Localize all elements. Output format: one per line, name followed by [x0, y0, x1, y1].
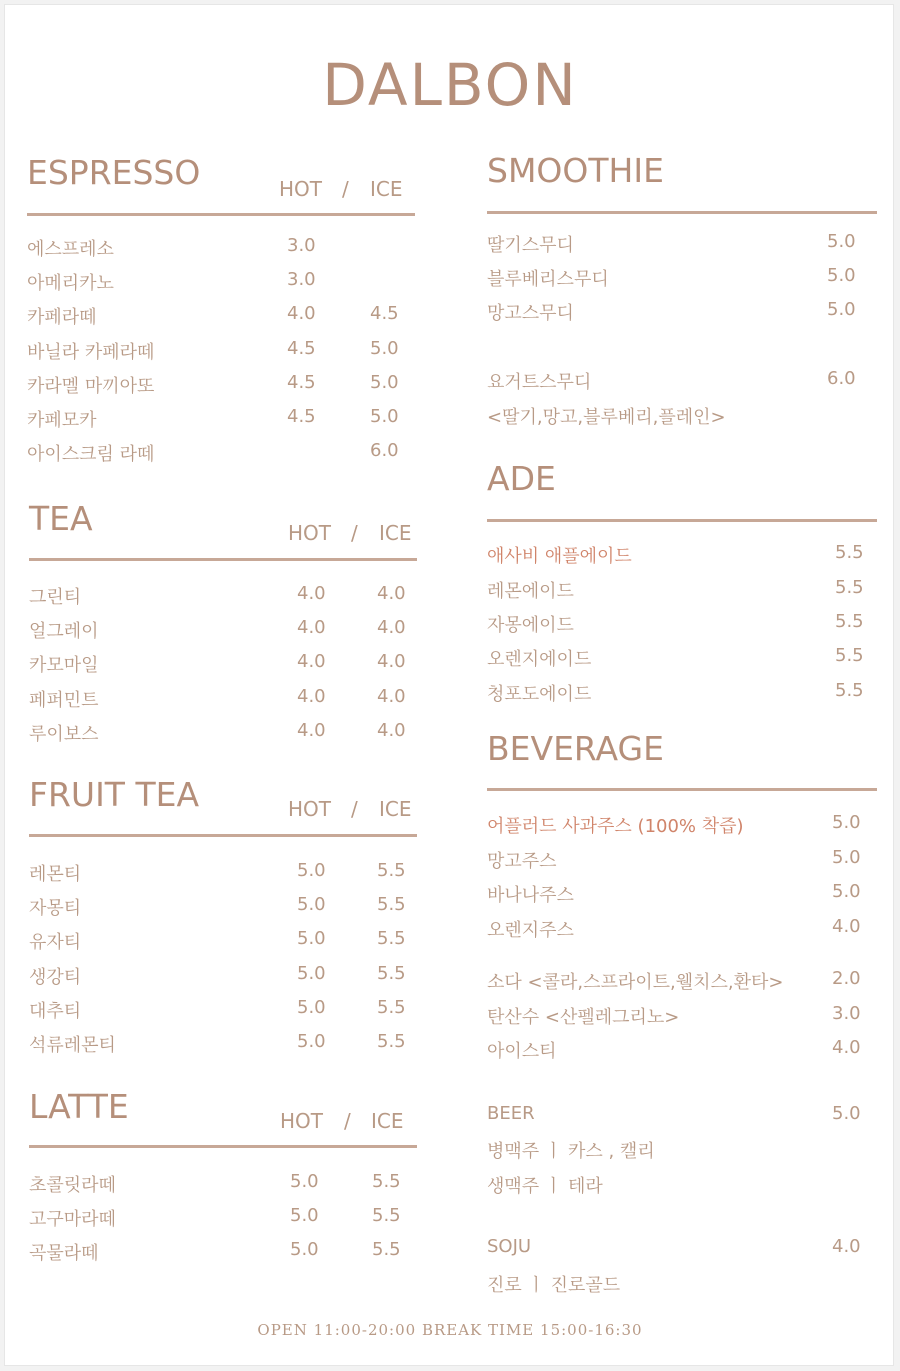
item-name: 아이스크림 라떼 [27, 444, 155, 465]
menu-row [487, 968, 879, 1002]
draft-beer-brands: 생맥주 ㅣ 테라 [487, 1176, 603, 1197]
fruit-tea-title: FRUIT TEA [29, 775, 200, 814]
hot-price: 5.0 [297, 894, 326, 915]
item-name: 유자티 [29, 932, 82, 953]
espresso-title: ESPRESSO [27, 153, 201, 192]
bottle-beer-brands: 병맥주 ㅣ 카스 , 캘리 [487, 1141, 655, 1162]
item-name: 자몽티 [29, 898, 82, 919]
hot-price: 5.0 [290, 1205, 319, 1226]
ice-label: ICE [370, 177, 403, 201]
item-name: 아메리카노 [27, 273, 114, 294]
menu-row [487, 847, 879, 881]
item-name: 카모마일 [29, 655, 99, 676]
menu-row [487, 916, 879, 950]
item-price: 5.5 [835, 645, 864, 666]
tea-divider [29, 558, 417, 561]
ade-section [487, 459, 879, 709]
hot-price: 4.0 [287, 303, 316, 324]
ice-label: ICE [379, 521, 412, 545]
item-name: 청포도에이드 [487, 684, 592, 705]
menu-row [29, 1205, 419, 1239]
menu-row [29, 894, 419, 928]
menu-row [29, 686, 419, 720]
hot-price: 5.0 [297, 963, 326, 984]
beverage-title: BEVERAGE [487, 729, 664, 768]
item-price: 5.0 [827, 299, 856, 320]
menu-row [27, 235, 417, 269]
item-name: 카페라떼 [27, 307, 97, 328]
item-name: 초콜릿라떼 [29, 1175, 116, 1196]
separator: / [342, 177, 349, 201]
item-name: 얼그레이 [29, 621, 99, 642]
item-name: 석류레몬티 [29, 1035, 116, 1056]
item-price: 5.5 [835, 680, 864, 701]
hot-price: 4.5 [287, 338, 316, 359]
item-name: 자몽에이드 [487, 615, 574, 636]
item-name: 그린티 [29, 587, 82, 608]
espresso-section [27, 153, 422, 473]
item-price: 5.0 [827, 231, 856, 252]
item-name: 애사비 애플에이드 [487, 546, 632, 567]
ice-price: 4.0 [377, 686, 406, 707]
item-name: 망고주스 [487, 851, 557, 872]
hot-price: 4.0 [297, 583, 326, 604]
menu-row [487, 1003, 879, 1037]
menu-row [29, 583, 419, 617]
soju-label: SOJU [487, 1236, 532, 1257]
menu-row [29, 617, 419, 651]
item-name: 페퍼민트 [29, 690, 99, 711]
latte-divider [29, 1145, 417, 1148]
hot-price: 5.0 [290, 1171, 319, 1192]
hot-price: 5.0 [297, 1031, 326, 1052]
item-name: 망고스무디 [487, 303, 574, 324]
menu-board [4, 4, 894, 1366]
menu-row [487, 1037, 879, 1071]
item-price: 4.0 [832, 1037, 861, 1058]
menu-row [29, 1239, 419, 1273]
menu-row [487, 611, 879, 645]
menu-row [29, 928, 419, 962]
ice-price: 5.5 [372, 1171, 401, 1192]
hot-label: HOT [279, 177, 322, 201]
menu-row [29, 720, 419, 754]
item-price: 5.5 [835, 577, 864, 598]
item-name: 딸기스무디 [487, 235, 574, 256]
item-name: 오렌지주스 [487, 920, 574, 941]
hot-price: 4.0 [297, 617, 326, 638]
menu-row [27, 406, 417, 440]
menu-row [487, 299, 879, 333]
beverage-divider [487, 788, 877, 791]
menu-row [487, 265, 879, 299]
hot-price: 5.0 [297, 997, 326, 1018]
soju-row [487, 1236, 879, 1270]
ice-price: 5.5 [377, 1031, 406, 1052]
item-name: 탄산수 <산펠레그리노> [487, 1007, 680, 1028]
item-name: 생강티 [29, 967, 82, 988]
ice-price: 5.5 [377, 963, 406, 984]
item-name: 오렌지에이드 [487, 649, 592, 670]
fruit-tea-divider [29, 834, 417, 837]
menu-row [487, 231, 879, 265]
item-price: 5.0 [832, 847, 861, 868]
ice-price: 6.0 [370, 440, 399, 461]
business-hours: OPEN 11:00-20:00 BREAK TIME 15:00-16:30 [257, 1321, 643, 1339]
hot-price: 3.0 [287, 235, 316, 256]
menu-row [27, 303, 417, 337]
hot-label: HOT [288, 797, 331, 821]
item-name: 아이스티 [487, 1041, 557, 1062]
menu-row [29, 1031, 419, 1065]
item-name: 블루베리스무디 [487, 269, 609, 290]
latte-title: LATTE [29, 1087, 129, 1126]
ice-label: ICE [371, 1109, 404, 1133]
hot-price: 4.0 [297, 651, 326, 672]
item-name: 어플러드 사과주스 (100% 착즙) [487, 816, 744, 837]
item-name: 에스프레소 [27, 239, 114, 260]
menu-row [487, 680, 879, 714]
ice-price: 5.5 [377, 928, 406, 949]
item-price: 5.5 [835, 542, 864, 563]
beer-row [487, 1103, 879, 1137]
item-name: 바나나주스 [487, 885, 574, 906]
item-name: 레몬에이드 [487, 581, 574, 602]
item-price: 5.5 [835, 611, 864, 632]
menu-row [27, 440, 417, 474]
beer-label: BEER [487, 1103, 535, 1124]
smoothie-title: SMOOTHIE [487, 151, 664, 190]
hot-price: 5.0 [290, 1239, 319, 1260]
item-price: 3.0 [832, 1003, 861, 1024]
menu-row [27, 269, 417, 303]
ice-price: 5.0 [370, 406, 399, 427]
item-name: 바닐라 카페라떼 [27, 342, 155, 363]
hot-price: 4.0 [297, 720, 326, 741]
ice-price: 4.0 [377, 617, 406, 638]
item-name: 대추티 [29, 1001, 82, 1022]
item-name: 카페모카 [27, 410, 97, 431]
ice-price: 5.5 [377, 860, 406, 881]
item-price: 2.0 [832, 968, 861, 989]
item-name: 곡물라떼 [29, 1243, 99, 1264]
item-price: 5.0 [832, 881, 861, 902]
tea-section [29, 499, 424, 749]
yogurt-options: <딸기,망고,블루베리,플레인> [487, 407, 726, 428]
ice-price: 4.0 [377, 583, 406, 604]
menu-row [29, 963, 419, 997]
item-name: 소다 <콜라,스프라이트,웰치스,환타> [487, 972, 784, 993]
item-name: 루이보스 [29, 724, 99, 745]
ice-label: ICE [379, 797, 412, 821]
menu-row [29, 651, 419, 685]
tea-title: TEA [29, 499, 93, 538]
ice-price: 5.5 [377, 997, 406, 1018]
smoothie-divider [487, 211, 877, 214]
ade-divider [487, 519, 877, 522]
item-price: 4.0 [832, 916, 861, 937]
ice-price: 5.0 [370, 372, 399, 393]
smoothie-section [487, 151, 879, 441]
hot-price: 5.0 [297, 928, 326, 949]
menu-row [487, 645, 879, 679]
ice-price: 5.5 [372, 1239, 401, 1260]
item-name: 고구마라떼 [29, 1209, 116, 1230]
menu-row [29, 860, 419, 894]
item-price: 6.0 [827, 368, 856, 389]
fruit-tea-section [29, 775, 424, 1065]
latte-section [29, 1087, 424, 1267]
soju-price: 4.0 [832, 1236, 861, 1257]
ice-price: 4.5 [370, 303, 399, 324]
menu-row [487, 881, 879, 915]
ice-price: 5.5 [372, 1205, 401, 1226]
menu-row [27, 338, 417, 372]
brand-title: DALBON [322, 51, 578, 119]
item-name: 요거트스무디 [487, 372, 592, 393]
menu-row [487, 368, 879, 402]
hot-price: 4.5 [287, 372, 316, 393]
item-name: 카라멜 마끼아또 [27, 376, 155, 397]
item-price: 5.0 [827, 265, 856, 286]
ice-price: 5.0 [370, 338, 399, 359]
menu-row [487, 542, 879, 576]
separator: / [351, 521, 358, 545]
separator: / [351, 797, 358, 821]
menu-row [487, 577, 879, 611]
item-price: 5.0 [832, 812, 861, 833]
beverage-section [487, 729, 879, 1299]
menu-row [27, 372, 417, 406]
separator: / [344, 1109, 351, 1133]
beer-price: 5.0 [832, 1103, 861, 1124]
espresso-divider [27, 213, 415, 216]
menu-row [29, 1171, 419, 1205]
hot-price: 3.0 [287, 269, 316, 290]
soju-brands: 진로 ㅣ 진로골드 [487, 1275, 621, 1296]
hot-price: 4.5 [287, 406, 316, 427]
hot-label: HOT [280, 1109, 323, 1133]
item-name: 레몬티 [29, 864, 82, 885]
hot-price: 5.0 [297, 860, 326, 881]
menu-row [29, 997, 419, 1031]
hot-price: 4.0 [297, 686, 326, 707]
ice-price: 4.0 [377, 720, 406, 741]
menu-row [487, 812, 879, 846]
ice-price: 4.0 [377, 651, 406, 672]
hot-label: HOT [288, 521, 331, 545]
ade-title: ADE [487, 459, 556, 498]
ice-price: 5.5 [377, 894, 406, 915]
